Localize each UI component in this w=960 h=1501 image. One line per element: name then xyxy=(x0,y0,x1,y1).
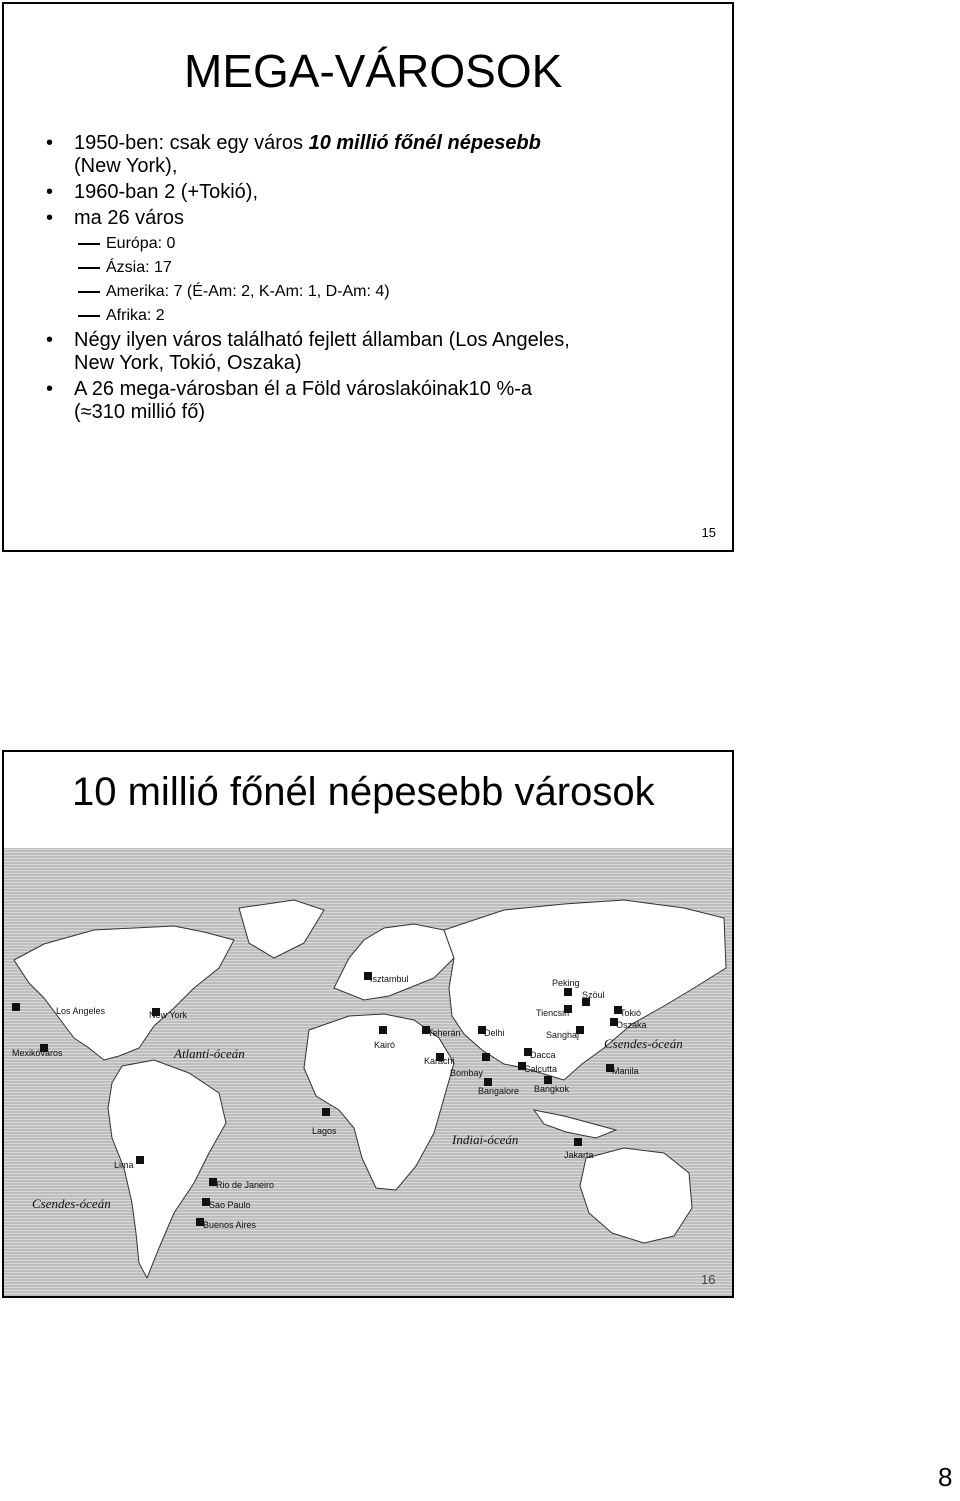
bullet-1950 xyxy=(4,132,732,178)
bullet-list xyxy=(4,132,732,427)
bullet-emphasis: 10 millió főnél népesebb xyxy=(308,132,541,154)
city-marker xyxy=(136,1156,144,1164)
australia-shape xyxy=(580,1148,692,1243)
slide-title: 10 millió főnél népesebb városok xyxy=(72,770,655,814)
page-number: 8 xyxy=(938,1462,953,1492)
city-label: Oszaka xyxy=(616,1020,647,1030)
city-label: Sanghaj xyxy=(546,1030,580,1040)
city-marker xyxy=(12,1003,20,1011)
bullet-dot: • xyxy=(46,329,54,351)
bullet-text-line2: (≈310 millió fő) xyxy=(74,401,206,423)
sub-bullet-dash xyxy=(78,291,100,293)
sub-bullet-asia xyxy=(4,257,732,278)
world-map xyxy=(4,848,732,1298)
city-label: Bangkok xyxy=(534,1084,570,1094)
city-label: Manila xyxy=(612,1066,639,1076)
city-label: Bombay xyxy=(450,1068,484,1078)
bullet-dot: • xyxy=(46,207,54,229)
city-label: Rio de Janeiro xyxy=(216,1180,275,1190)
bullet-text: A 26 mega-városban él a Föld városlakóinak10 %-a xyxy=(74,378,533,400)
city-label: Sao Paulo xyxy=(209,1200,251,1210)
bullet-text-line2: (New York), xyxy=(74,155,178,177)
ocean-label: Atlanti-óceán xyxy=(174,1046,245,1061)
ocean-label: Csendes-óceán xyxy=(32,1196,111,1211)
city-label: Jakarta xyxy=(564,1150,594,1160)
city-marker xyxy=(484,1078,492,1086)
city-label: Lima xyxy=(114,1160,134,1170)
city-label: Lagos xyxy=(312,1126,337,1136)
city-label: Dacca xyxy=(530,1050,556,1060)
city-label: New York xyxy=(149,1010,188,1020)
city-label: Isztambul xyxy=(370,974,409,984)
ocean-label: Indiai-óceán xyxy=(452,1132,519,1147)
city-label: Karachi xyxy=(424,1056,455,1066)
bullet-dot: • xyxy=(46,181,54,203)
sub-bullet-text: Ázsia: 17 xyxy=(106,259,172,276)
city-label: Delhi xyxy=(484,1028,505,1038)
slide-page-number: 15 xyxy=(701,525,716,540)
sub-bullet-dash xyxy=(78,243,100,245)
bullet-text: 1960-ban 2 (+Tokió), xyxy=(74,181,259,203)
sub-bullet-dash xyxy=(78,315,100,317)
bullet-text-line2: New York, Tokió, Oszaka) xyxy=(74,352,302,374)
slide-title: MEGA-VÁROSOK xyxy=(184,45,563,97)
city-label: Mexikóváros xyxy=(12,1048,63,1058)
city-marker xyxy=(544,1076,552,1084)
sub-bullet-europe xyxy=(4,233,732,254)
city-label: Szöul xyxy=(582,990,605,1000)
city-marker xyxy=(574,1138,582,1146)
city-marker xyxy=(482,1053,490,1061)
bullet-text: ma 26 város xyxy=(74,207,185,229)
city-label: Tokió xyxy=(620,1008,642,1018)
greenland-shape xyxy=(239,900,324,958)
bullet-today xyxy=(4,207,732,230)
bullet-1960 xyxy=(4,181,732,204)
north-america-shape xyxy=(14,926,234,1060)
bullet-population xyxy=(4,378,732,424)
slide-16 xyxy=(2,750,734,1298)
city-label: Kairó xyxy=(374,1040,396,1050)
slide-15 xyxy=(2,2,734,552)
bullet-dot: • xyxy=(46,132,54,154)
city-label: Los Angeles xyxy=(56,1006,106,1016)
bullet-dot: • xyxy=(46,378,54,400)
city-label: Bangalore xyxy=(478,1086,520,1096)
world-map-svg xyxy=(4,848,732,1298)
europe-shape xyxy=(334,924,454,1000)
ocean-label: Csendes-óceán xyxy=(604,1036,683,1051)
city-marker xyxy=(322,1108,330,1116)
sub-bullet-dash xyxy=(78,267,100,269)
bullet-text: 1950-ben: csak egy város xyxy=(74,132,309,154)
bullet-text: Négy ilyen város található fejlett államban (Los Angeles, xyxy=(74,329,570,351)
city-label: Teherán xyxy=(428,1028,461,1038)
slide-page-number: 16 xyxy=(701,1272,716,1287)
city-label: Peking xyxy=(552,978,580,988)
sub-bullet-america xyxy=(4,281,732,302)
sub-bullet-text: Afrika: 2 xyxy=(106,307,165,324)
sub-bullet-text: Amerika: 7 (É-Am: 2, K-Am: 1, D-Am: 4) xyxy=(106,283,390,300)
city-label: Calcutta xyxy=(524,1064,558,1074)
city-label: Buenos Aires xyxy=(203,1220,257,1230)
city-label: Tiencsin xyxy=(536,1008,570,1018)
sub-bullet-africa xyxy=(4,305,732,326)
city-marker xyxy=(379,1026,387,1034)
city-marker xyxy=(564,988,572,996)
indonesia-shape xyxy=(534,1110,616,1138)
continents xyxy=(14,900,726,1278)
sub-bullet-text: Európa: 0 xyxy=(106,235,176,252)
bullet-developed xyxy=(4,329,732,375)
